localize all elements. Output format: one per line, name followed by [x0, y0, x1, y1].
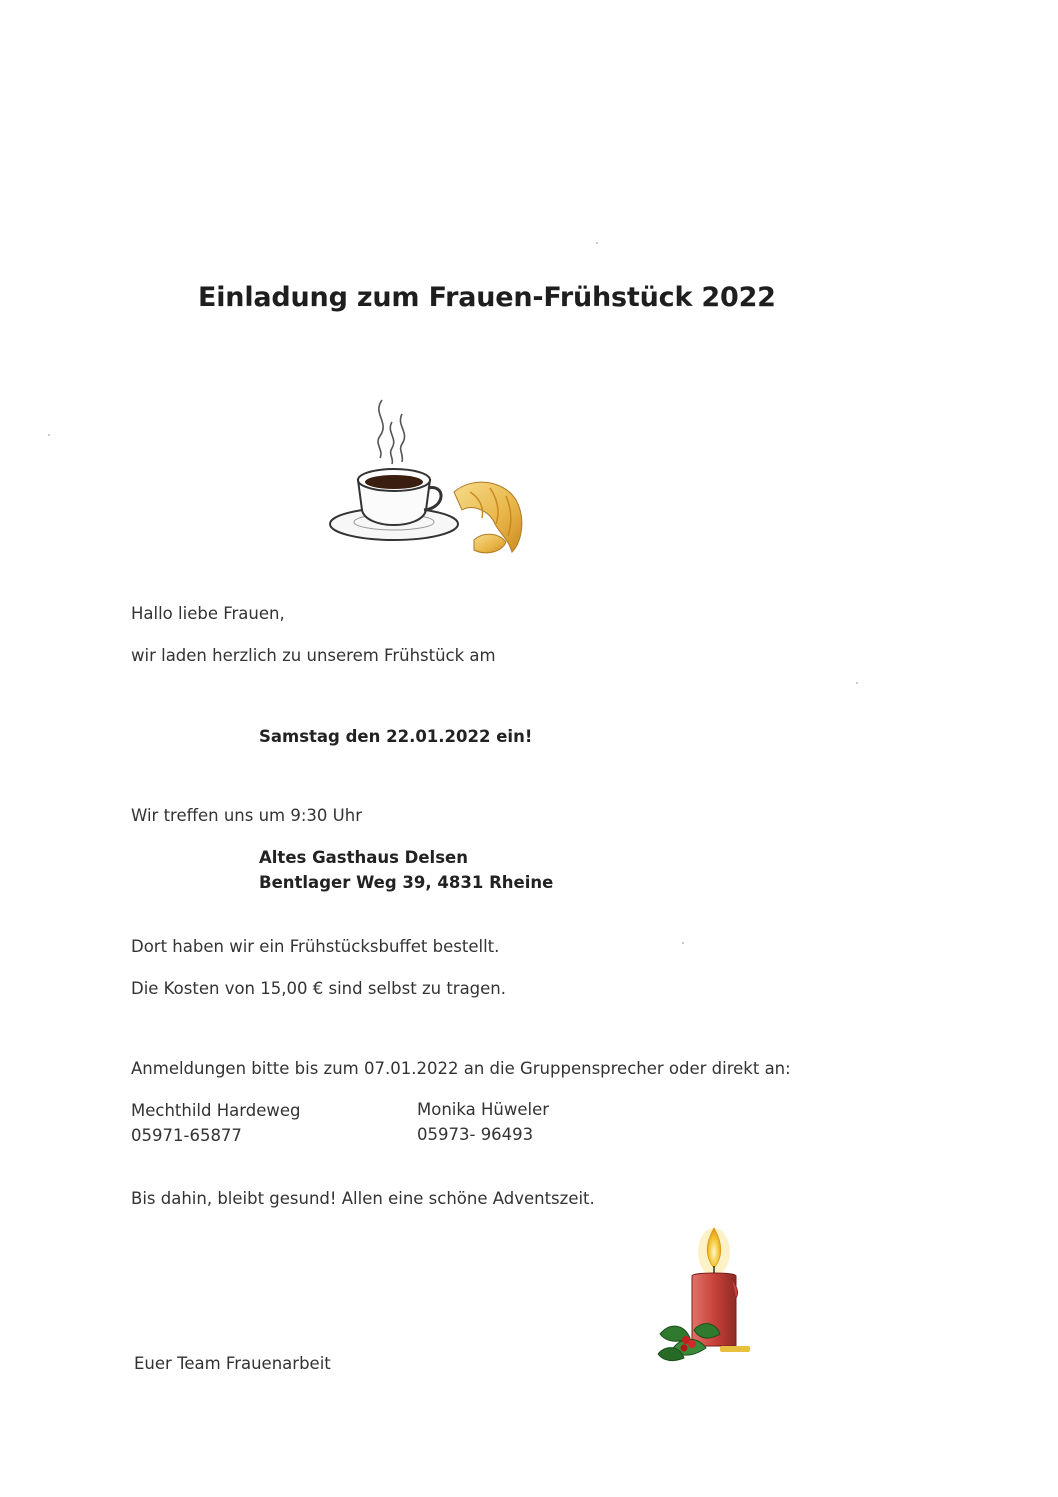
event-date: Samstag den 22.01.2022 ein! — [259, 727, 533, 746]
contact-name: Monika Hüweler — [417, 1100, 550, 1119]
page-title: Einladung zum Frauen-Frühstück 2022 — [198, 282, 776, 313]
greeting: Hallo liebe Frauen, — [131, 604, 285, 623]
contact-phone: 05973- 96493 — [417, 1125, 534, 1144]
coffee-cup-croissant-icon — [322, 392, 534, 562]
costs-text: Die Kosten von 15,00 € sind selbst zu tragen. — [131, 979, 507, 998]
venue-address: Bentlager Weg 39, 4831 Rheine — [259, 873, 554, 892]
buffet-text: Dort haben wir ein Frühstücksbuffet bestellt. — [131, 937, 500, 956]
intro-text: wir laden herzlich zu unserem Frühstück am — [131, 646, 496, 665]
signature: Euer Team Frauenarbeit — [134, 1354, 331, 1373]
closing-text: Bis dahin, bleibt gesund! Allen eine schöne Adventszeit. — [131, 1189, 595, 1208]
venue-name: Altes Gasthaus Delsen — [259, 848, 468, 867]
contact-name: Mechthild Hardeweg — [131, 1101, 301, 1120]
advent-candle-icon — [650, 1222, 760, 1367]
contact-phone: 05971-65877 — [131, 1126, 242, 1145]
registration-text: Anmeldungen bitte bis zum 07.01.2022 an die Gruppensprecher oder direkt an: — [131, 1059, 791, 1078]
meeting-time: Wir treffen uns um 9:30 Uhr — [131, 806, 362, 825]
